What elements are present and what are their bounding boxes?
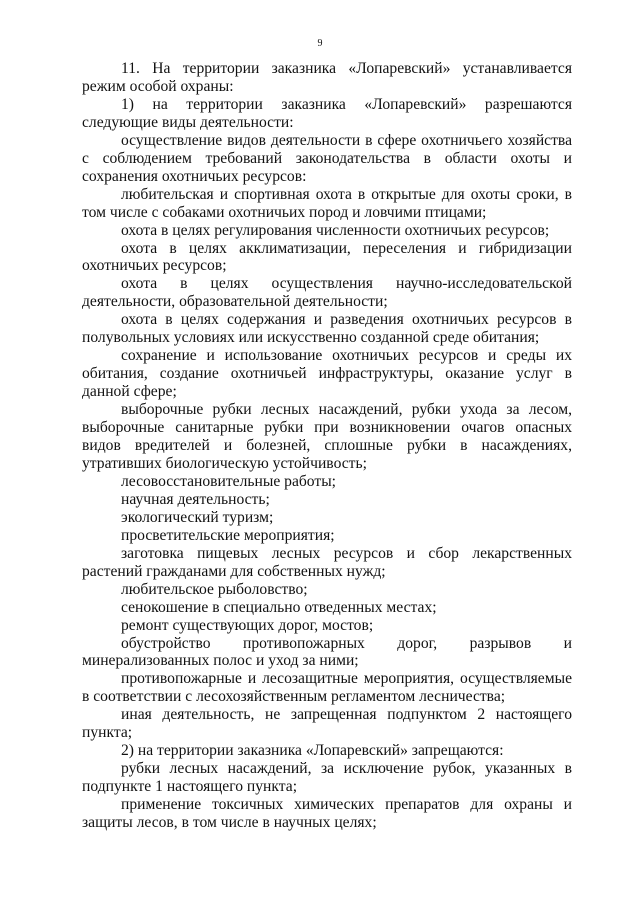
- paragraph-sport-hunting: любительская и спортивная охота в открытые для охоты сроки, в том числе с собаками охотничьих пород и ловчими птицами;: [82, 185, 572, 221]
- paragraph-other-activity: иная деятельность, не запрещенная подпунктом 2 настоящего пункта;: [82, 706, 572, 742]
- paragraph-hunting-activities: осуществление видов деятельности в сфере охотничьего хозяйства с соблюдением требований законодательства в области охоты и сохранения охотничьих ресурсов:: [82, 131, 572, 185]
- paragraph-regulation-hunting: охота в целях регулирования численности охотничьих ресурсов;: [121, 221, 550, 239]
- paragraph-ecotourism: экологический туризм;: [121, 508, 274, 526]
- paragraph-fishing: любительское рыболовство;: [121, 580, 308, 598]
- paragraph-reforestation: лесовосстановительные работы;: [121, 472, 337, 490]
- paragraph-fire-protection: противопожарные и лесозащитные мероприятия, осуществляемые в соответствии с лесохозяйственным регламентом лесничества;: [82, 670, 572, 706]
- paragraph-education-events: просветительские мероприятия;: [121, 526, 335, 544]
- paragraph-11-header: 11. На территории заказника «Лопаревский» устанавливается режим особой охраны:: [82, 60, 572, 95]
- paragraph-prohibited-header: 2) на территории заказника «Лопаревский» запрещаются:: [121, 742, 504, 760]
- paragraph-science: научная деятельность;: [121, 490, 270, 508]
- page-number: 9: [317, 38, 323, 49]
- paragraph-chemicals-ban: применение токсичных химических препаратов для охраны и защиты лесов, в том числе в научных целях;: [82, 796, 572, 832]
- paragraph-research-hunting: охота в целях осуществления научно-исследовательской деятельности, образовательной деятельности;: [82, 275, 572, 311]
- paragraph-breeding-hunting: охота в целях содержания и разведения охотничьих ресурсов в полувольных условиях или искусственно созданной среде обитания;: [82, 311, 572, 347]
- paragraph-preservation: сохранение и использование охотничьих ресурсов и среды их обитания, создание охотничьей инфраструктуры, оказание услуг в данной сфере;: [82, 347, 572, 401]
- paragraph-acclimatization-hunting: охота в целях акклиматизации, переселения и гибридизации охотничьих ресурсов;: [82, 239, 572, 275]
- paragraph-selective-felling: выборочные рубки лесных насаждений, рубки ухода за лесом, выборочные санитарные рубки при возникновении очагов опасных видов вредителей и болезней, сплошные рубки в насаждениях, утративших биологическую устойчивость;: [82, 401, 572, 472]
- paragraph-felling-ban: рубки лесных насаждений, за исключение рубок, указанных в подпункте 1 настоящего пункта;: [82, 760, 572, 796]
- paragraph-gathering: заготовка пищевых лесных ресурсов и сбор лекарственных растений гражданами для собственных нужд;: [82, 544, 572, 580]
- paragraph-allowed-header: 1) на территории заказника «Лопаревский» разрешаются следующие виды деятельности:: [82, 95, 572, 131]
- document-body: [82, 60, 572, 832]
- paragraph-haymaking: сенокошение в специально отведенных местах;: [121, 598, 437, 616]
- paragraph-firebreaks: обустройство противопожарных дорог, разрывов и минерализованных полос и уход за ними;: [82, 634, 572, 670]
- paragraph-road-repair: ремонт существующих дорог, мостов;: [121, 616, 374, 634]
